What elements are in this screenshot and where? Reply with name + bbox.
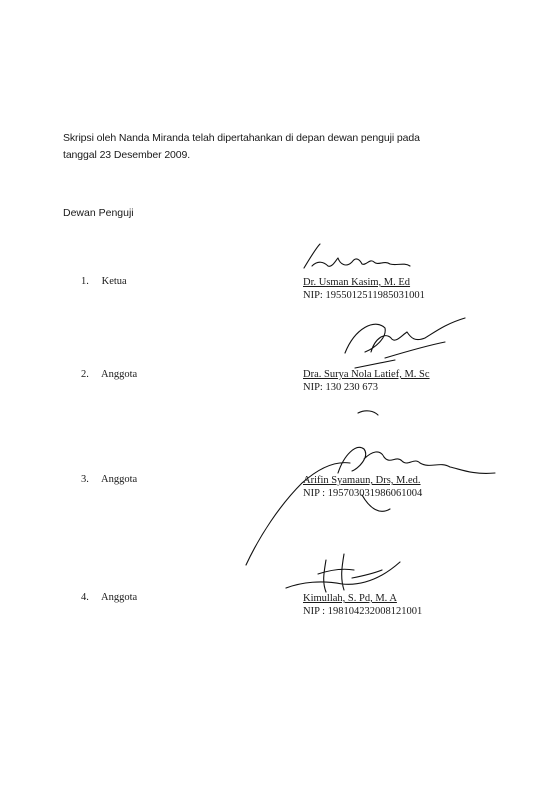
member-2-name: Dra. Surya Nola Latief, M. Sc: [303, 369, 430, 380]
statement-line-2: tanggal 23 Desember 2009.: [63, 149, 191, 161]
member-1-number: 1.: [81, 276, 89, 287]
member-1-info: [303, 276, 425, 302]
member-3-name: Arifin Syamaun, Drs, M.ed.: [303, 475, 421, 486]
member-2-role-label: Anggota: [101, 369, 138, 380]
signature-4: [282, 548, 412, 598]
member-4-role: [81, 592, 137, 603]
member-2-info: [303, 368, 430, 394]
statement-line-1: Skripsi oleh Nanda Miranda telah dipertahankan di depan dewan penguji pada: [63, 132, 420, 144]
member-4-number: 4.: [81, 592, 89, 603]
member-3-info: [303, 474, 422, 500]
defense-statement: [63, 130, 463, 164]
member-4-role-label: Anggota: [101, 592, 138, 603]
member-2-role: [81, 369, 137, 380]
member-2-number: 2.: [81, 369, 89, 380]
member-1-nip: NIP: 1955012511985031001: [303, 290, 425, 301]
member-3-number: 3.: [81, 474, 89, 485]
member-3-role: [81, 474, 137, 485]
member-1-role: [81, 276, 127, 287]
member-1-role-label: Ketua: [101, 276, 127, 287]
signature-1: [300, 240, 420, 276]
member-4-info: [303, 592, 422, 618]
member-3-nip: NIP : 195703031986061004: [303, 488, 423, 499]
board-title: Dewan Penguji: [63, 207, 134, 219]
member-3-role-label: Anggota: [101, 474, 138, 485]
member-2-nip: NIP: 130 230 673: [303, 382, 378, 393]
member-4-name: Kimullah, S. Pd, M. A: [303, 593, 397, 604]
member-1-name: Dr. Usman Kasim, M. Ed: [303, 277, 411, 288]
member-4-nip: NIP : 198104232008121001: [303, 606, 423, 617]
